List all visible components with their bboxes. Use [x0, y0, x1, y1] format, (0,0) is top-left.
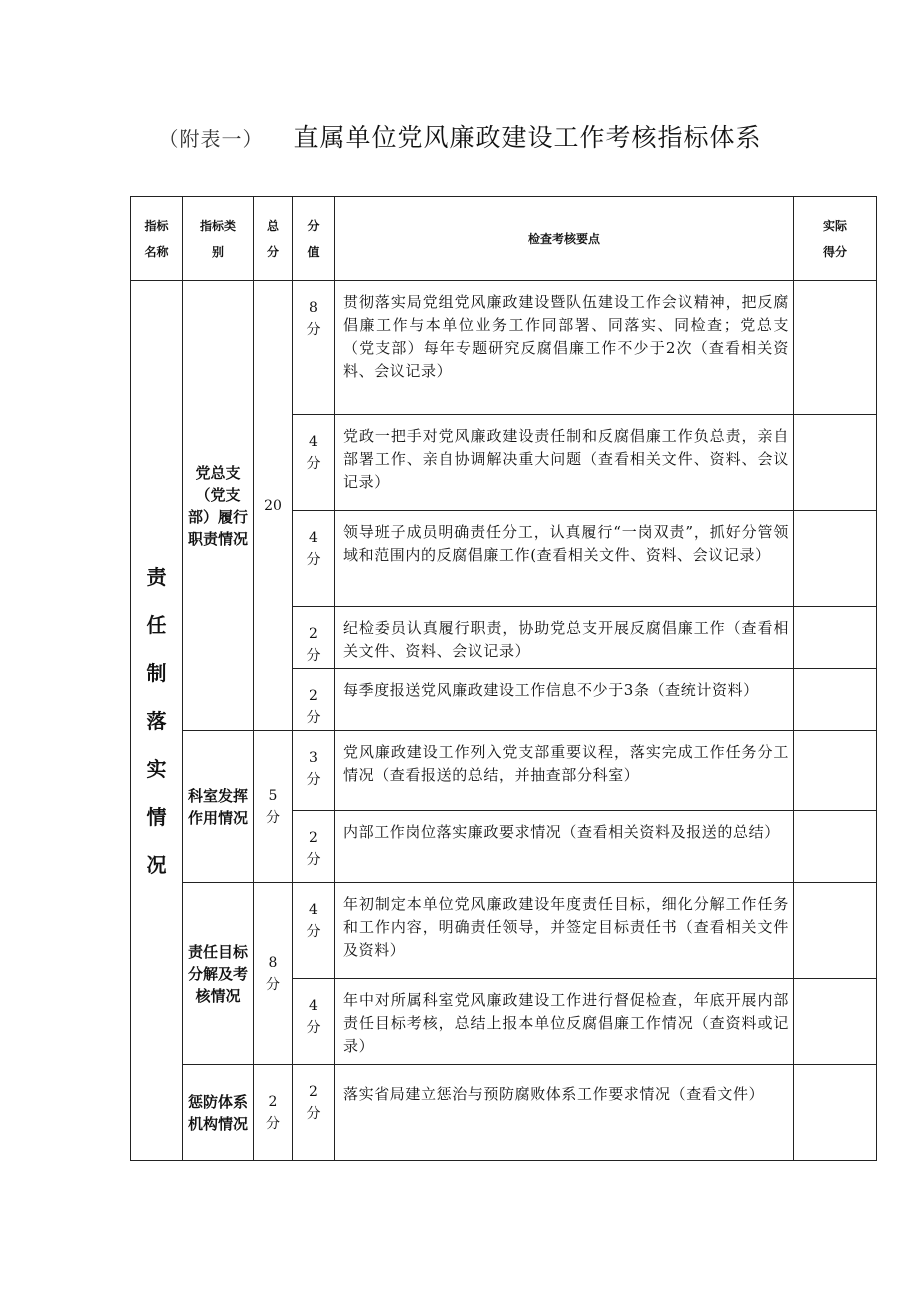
actual-score-cell[interactable] — [794, 811, 877, 883]
header-name: 指标名称 — [131, 197, 183, 281]
header-actual: 实际得分 — [794, 197, 877, 281]
score-cell: 2分 — [293, 607, 335, 669]
table-row — [131, 883, 877, 979]
point-cell: 每季度报送党风廉政建设工作信息不少于3条（查统计资料） — [335, 669, 794, 731]
actual-score-cell[interactable] — [794, 731, 877, 811]
point-cell: 内部工作岗位落实廉政要求情况（查看相关资料及报送的总结） — [335, 811, 794, 883]
actual-score-cell[interactable] — [794, 281, 877, 415]
point-cell: 年中对所属科室党风廉政建设工作进行督促检查，年底开展内部责任目标考核，总结上报本单位反腐倡廉工作情况（查资料或记录） — [335, 979, 794, 1065]
actual-score-cell[interactable] — [794, 1065, 877, 1161]
actual-score-cell[interactable] — [794, 979, 877, 1065]
point-cell: 贯彻落实局党组党风廉政建设暨队伍建设工作会议精神，把反腐倡廉工作与本单位业务工作同部署、同落实、同检查；党总支（党支部）每年专题研究反腐倡廉工作不少于2次（查看相关资料、会议记录） — [335, 281, 794, 415]
score-cell: 8分 — [293, 281, 335, 415]
score-cell: 2分 — [293, 669, 335, 731]
score-cell: 4分 — [293, 883, 335, 979]
actual-score-cell[interactable] — [794, 511, 877, 607]
total-cell: 20 — [254, 281, 293, 731]
header-row — [131, 197, 877, 281]
type-cell: 惩防体系机构情况 — [183, 1065, 254, 1161]
actual-score-cell[interactable] — [794, 415, 877, 511]
header-type: 指标类别 — [183, 197, 254, 281]
point-cell: 年初制定本单位党风廉政建设年度责任目标，细化分解工作任务和工作内容，明确责任领导，并签定目标责任书（查看相关文件及资料） — [335, 883, 794, 979]
actual-score-cell[interactable] — [794, 883, 877, 979]
table-row — [131, 731, 877, 811]
score-cell: 4分 — [293, 511, 335, 607]
actual-score-cell[interactable] — [794, 607, 877, 669]
point-cell: 领导班子成员明确责任分工，认真履行“一岗双责”，抓好分管领域和范围内的反腐倡廉工作(查看相关文件、资料、会议记录） — [335, 511, 794, 607]
header-score: 分值 — [293, 197, 335, 281]
assessment-table — [130, 196, 877, 1161]
total-cell: 2分 — [254, 1065, 293, 1161]
total-cell: 5分 — [254, 731, 293, 883]
score-cell: 3分 — [293, 731, 335, 811]
actual-score-cell[interactable] — [794, 669, 877, 731]
point-cell: 落实省局建立惩治与预防腐败体系工作要求情况（查看文件） — [335, 1065, 794, 1161]
score-cell: 4分 — [293, 415, 335, 511]
total-cell: 8分 — [254, 883, 293, 1065]
category-cell: 责任制落实情况 — [131, 281, 183, 1161]
table-row — [131, 281, 877, 415]
type-cell: 责任目标分解及考核情况 — [183, 883, 254, 1065]
score-cell: 2分 — [293, 811, 335, 883]
header-total: 总分 — [254, 197, 293, 281]
score-cell: 2分 — [293, 1065, 335, 1161]
header-points: 检查考核要点 — [335, 197, 794, 281]
type-cell: 科室发挥作用情况 — [183, 731, 254, 883]
point-cell: 党政一把手对党风廉政建设责任制和反腐倡廉工作负总责，亲自部署工作、亲自协调解决重大问题（查看相关文件、资料、会议记录） — [335, 415, 794, 511]
type-cell: 党总支（党支部）履行职责情况 — [183, 281, 254, 731]
title-prefix: （附表一） — [158, 127, 264, 151]
score-cell: 4分 — [293, 979, 335, 1065]
point-cell: 党风廉政建设工作列入党支部重要议程，落实完成工作任务分工情况（查看报送的总结，并抽查部分科室） — [335, 731, 794, 811]
title-main: 直属单位党风廉政建设工作考核指标体系 — [293, 123, 762, 152]
table-row — [131, 1065, 877, 1161]
page-title — [0, 118, 920, 154]
point-cell: 纪检委员认真履行职责，协助党总支开展反腐倡廉工作（查看相关文件、资料、会议记录） — [335, 607, 794, 669]
